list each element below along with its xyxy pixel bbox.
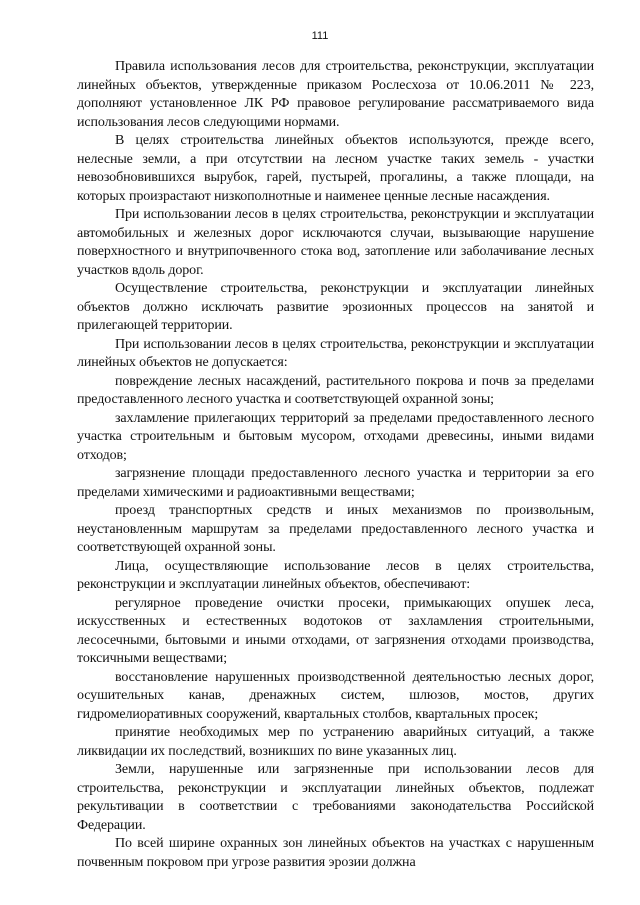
- list-item-emergency: принятие необходимых мер по устранению аварийных ситуаций, а также ликвидации их последствий, возникших по вине указанных лиц.: [77, 725, 594, 759]
- paragraph-obligations-intro: Лица, осуществляющие использование лесов в целях строительства, реконструкции и эксплуатации линейных объектов, обеспечивают:: [77, 558, 594, 592]
- list-item-littering: захламление прилегающих территорий за пределами предоставленного лесного участка строительным и бытовым мусором, отходами древесины, иными видами отходов;: [77, 410, 594, 463]
- paragraph-recultivation: Земли, нарушенные или загрязненные при использовании лесов для строительства, реконструкции и эксплуатации линейных объектов, подлежат рекультивации в соответствии с требованиями законодательства Российской Федерации.: [77, 762, 594, 833]
- paragraph-nonforest-lands: В целях строительства линейных объектов используются, прежде всего, нелесные земли, а при отсутствии на лесном участке таких земель - участки невозобновившихся вырубок, гарей, пустырей, прогалины, а также площади, на которых произрастают низкополнотные и наименее ценные лесные насаждения.: [77, 133, 594, 204]
- paragraph-roads: При использовании лесов в целях строительства, реконструкции и эксплуатации автомобильных и железных дорог исключаются случаи, вызывающие нарушение поверхностного и внутрипочвенного стока вод, затопление или заболачивание лесных участков вдоль дорог.: [77, 207, 594, 278]
- list-item-vehicle-passage: проезд транспортных средств и иных механизмов по произвольным, неустановленным маршрутам за пределами предоставленного лесного участка и соответствующей охранной зоны.: [77, 503, 594, 555]
- document-body: [77, 58, 594, 872]
- paragraph-rules-intro: Правила использования лесов для строительства, реконструкции, эксплуатации линейных объектов, утвержденные приказом Рослесхоза от 10.06.2011 № 223, дополняют установленное ЛК РФ правовое регулирование рассматриваемого вида использования лесов следующими нормами.: [77, 59, 594, 130]
- list-item-restoration: восстановление нарушенных производственной деятельностью лесных дорог, осушительных канав, дренажных систем, шлюзов, мостов, других гидромелиоративных сооружений, квартальных столбов, квартальных просек;: [77, 669, 594, 722]
- list-item-damage: повреждение лесных насаждений, растительного покрова и почв за пределами предоставленного лесного участка и соответствующей охранной зоны;: [77, 373, 594, 407]
- paragraph-protection-zones: По всей ширине охранных зон линейных объектов на участках с нарушенным почвенным покровом при угрозе развития эрозии должна: [77, 836, 594, 870]
- list-item-clearing: регулярное проведение очистки просеки, примыкающих опушек леса, искусственных и естественных водотоков от захламления строительными, лесосечными, бытовыми и иными отходами, от загрязнения отходами производства, токсичными веществами;: [77, 595, 594, 666]
- paragraph-prohibitions-intro: При использовании лесов в целях строительства, реконструкции и эксплуатации линейных объектов не допускается:: [77, 336, 594, 370]
- paragraph-erosion: Осуществление строительства, реконструкции и эксплуатации линейных объектов должно исключать развитие эрозионных процессов на занятой и прилегающей территории.: [77, 281, 594, 333]
- list-item-pollution: загрязнение площади предоставленного лесного участка и территории за его пределами химическими и радиоактивными веществами;: [77, 466, 594, 500]
- page-number: 111: [311, 30, 329, 42]
